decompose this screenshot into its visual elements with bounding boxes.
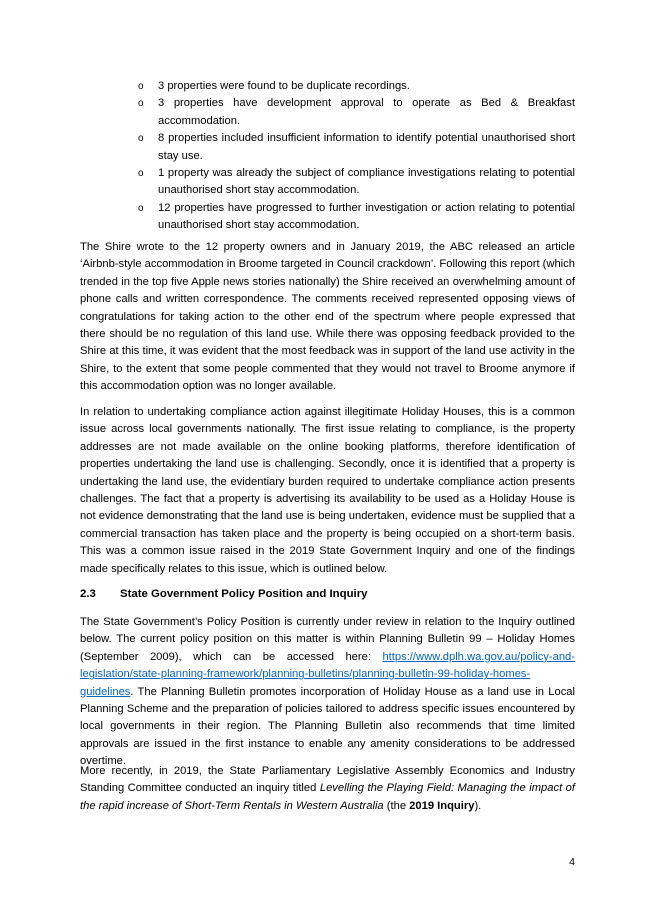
policy-text-before-link: The State Government’s Policy Position is currently under review in relation to the Inquiry outlined below. The current policy position on this matter is within Planning Bulletin 99 – Holiday Homes (September 2009), which can be accessed here: [80, 616, 575, 663]
inquiry-short-name: 2019 Inquiry [409, 799, 475, 812]
bullet-item-3 [80, 130, 575, 165]
paragraph-compliance: In relation to undertaking compliance action against illegitimate Holiday Houses, this is a common issue across local governments nationally. The first issue relating to compliance, is the property addresses are not made available on the online booking platforms, therefore identification of properties undertaking the land use is challenging. Secondly, once it is identified that a property is undertaking the land use, the evidentiary burden required to undertake compliance action presents challenges. The fact that a property is advertising its availability to be used as a Holiday House is not evidence demonstrating that the land use is being undertaken, evidence must be supplied that a commercial transaction has taken place and the property is being occupied on a short-term basis. This was a common issue raised in the 2019 State Government Inquiry and one of the findings made specifically relates to this issue, which is outlined below. [80, 406, 575, 575]
bullet-text: 1 property was already the subject of compliance investigations relating to potential unauthorised short stay accommodation. [158, 167, 575, 197]
policy-text-after-link: . The Planning Bulletin promotes incorporation of Holiday House as a land use in Local Planning Scheme and the preparation of policies tailored to address specific issues encountered by local governments in their region. The Planning Bulletin also recommends that time limited approvals are issued in the first instance to enable any amenity considerations to be addressed overtime. [80, 685, 575, 768]
section-title: State Government Policy Position and Inquiry [120, 588, 368, 600]
bullet-item-4 [80, 165, 575, 200]
bullet-text: 12 properties have progressed to further investigation or action relating to potential unauthorised short stay accommodation. [158, 201, 575, 232]
bullet-text: 3 properties were found to be duplicate recordings. [158, 80, 410, 92]
bullet-item-2 [80, 95, 575, 130]
planning-bulletin-link[interactable]: https://www.dplh.wa.gov.au/policy-and-legislation/state-planning-framework/planning-bulletins/planning-bulletin-99-holiday-homes-guidelines [80, 650, 575, 698]
paragraph-inquiry [80, 763, 575, 815]
bullet-marker: o [138, 98, 144, 110]
bullet-marker: o [138, 168, 144, 180]
inquiry-text-middle: (the [383, 799, 410, 812]
bullet-marker: o [138, 133, 144, 145]
section-heading [80, 586, 575, 603]
page-number: 4 [569, 856, 575, 868]
inquiry-text-end: ). [474, 799, 482, 812]
paragraph-policy-position [80, 614, 575, 771]
bullet-text: 8 properties included insufficient information to identify potential unauthorised short stay use. [158, 132, 575, 162]
inquiry-text-intro: More recently, in 2019, the State Parliamentary Legislative Assembly Economics and Industry Standing Committee conducted an inquiry titled [80, 765, 575, 795]
bullet-marker: o [138, 81, 144, 92]
bullet-list [80, 78, 575, 235]
bullet-item-5 [80, 200, 575, 235]
paragraph-shire-response: The Shire wrote to the 12 property owners and in January 2019, the ABC released an article ‘Airbnb-style accommodation in Broome targeted in Council crackdown’. Following this report (which trended in the top five Apple news stories nationally) the Shire received an overwhelming amount of phone calls and written correspondence. The comments received represented opposing views of congratulations for taking action to the other end of the spectrum where people expressed that there should be no regulation of this land use. While there was opposing feedback provided to the Shire at this time, it was evident that the most feedback was in support of the land use activity in the Shire, to the extent that some people commented that they would not travel to Broome anymore if this accommodation option was no longer available. [80, 241, 575, 393]
inquiry-title: Levelling the Playing Field: Managing the impact of the rapid increase of Short-Term Rentals in Western Australia [80, 782, 575, 812]
bullet-item-1 [80, 78, 575, 95]
bullet-marker: o [138, 202, 144, 214]
section-number: 2.3 [80, 588, 96, 600]
bullet-text: 3 properties have development approval to operate as Bed & Breakfast accommodation. [158, 97, 575, 127]
